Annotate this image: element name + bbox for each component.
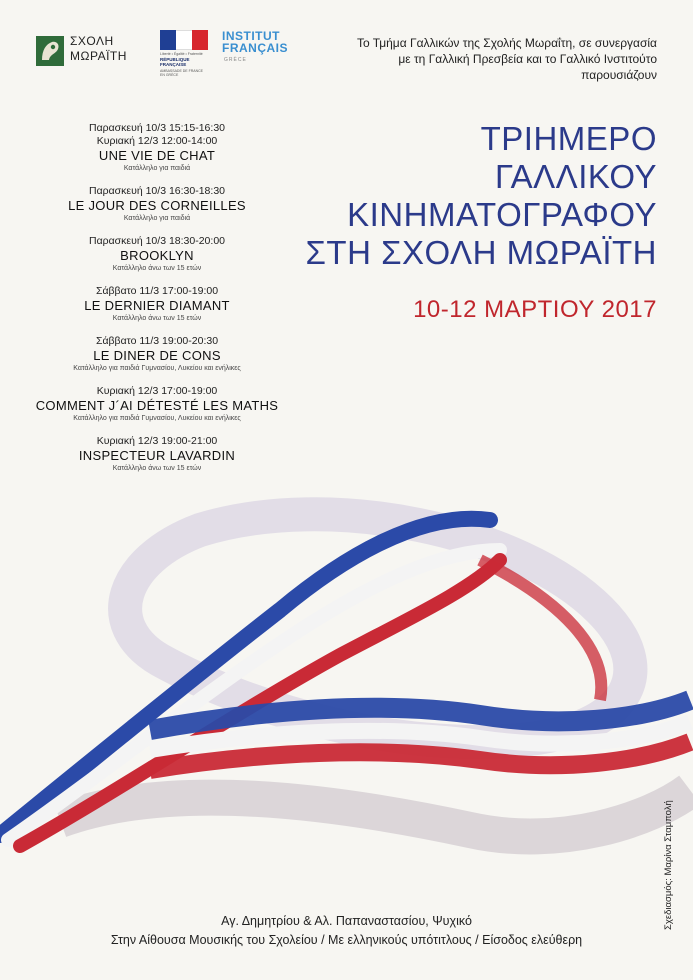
if-line2: FRANÇAIS: [222, 41, 288, 55]
intro-text: [327, 35, 657, 83]
moraitis-school-logo: [36, 32, 156, 72]
film-title: INSPECTEUR LAVARDIN: [78, 448, 236, 463]
film-schedule: [24, 185, 290, 198]
film-item: [24, 285, 290, 323]
film-title: UNE VIE DE CHAT: [98, 148, 216, 163]
film-title: LE DINER DE CONS: [93, 348, 221, 363]
venue-address: Αγ. Δημητρίου & Αλ. Παπαναστασίου, Ψυχικό: [221, 914, 472, 928]
venue-info: [0, 912, 693, 950]
if-line1: INSTITUT: [222, 29, 280, 43]
moraitis-line1: ΣΧΟΛΗ: [70, 34, 114, 48]
intro-line1: Το Τμήμα Γαλλικών της Σχολής Μωραΐτη, σε συνεργασία: [356, 36, 657, 50]
film-title: COMMENT J´AI DÉTESTÉ LES MATHS: [35, 398, 279, 413]
ribbon-shadow: [60, 790, 690, 836]
moraitis-line2: ΜΩΡΑΪΤΗ: [70, 49, 127, 63]
film-schedule: [24, 385, 290, 398]
film-title: LE DERNIER DIAMANT: [84, 298, 230, 313]
film-item: [24, 122, 290, 173]
intro-line3: παρουσιάζουν: [581, 68, 657, 82]
film-schedule: [24, 122, 290, 148]
film-item: [24, 385, 290, 423]
film-rating: Κατάλληλο για παιδιά Γυμνασίου, Λυκείου και ενήλικες: [73, 365, 241, 372]
logo-bar: [36, 30, 296, 80]
film-title: LE JOUR DES CORNEILLES: [68, 198, 246, 213]
institut-francais-logo: [222, 30, 292, 74]
film-rating: Κατάλληλο για παιδιά: [123, 165, 191, 172]
rf-embassy-line1: AMBASSADE DE FRANCE: [160, 69, 203, 73]
film-schedule: [24, 335, 290, 348]
film-time: Παρασκευή 10/3 16:30-18:30: [88, 185, 225, 197]
film-time: Κυριακή 12/3 12:00-14:00: [96, 135, 218, 147]
film-time: Σάββατο 11/3 19:00-20:30: [95, 335, 219, 347]
republique-francaise-logo: [160, 30, 216, 80]
film-schedule: [24, 285, 290, 298]
rf-embassy: [160, 69, 216, 77]
moraitis-emblem-icon: [36, 36, 64, 66]
film-item: [24, 235, 290, 273]
designer-credit: Σχεδιασμός: Μαρίνα Σταμπολή: [663, 800, 674, 930]
film-item: [24, 435, 290, 473]
film-schedule: [24, 435, 290, 448]
if-sub: GRÈCE: [224, 57, 247, 63]
film-item: [24, 335, 290, 373]
tricolor-ribbon-illustration: [0, 490, 693, 870]
venue-details: Στην Αίθουσα Μουσικής του Σχολείου / Με ελληνικούς υπότιτλους / Είσοδος ελεύθερη: [110, 933, 583, 947]
film-rating: Κατάλληλο για παιδιά: [123, 215, 191, 222]
film-time: Κυριακή 12/3 17:00-19:00: [96, 385, 218, 397]
film-time: Σάββατο 11/3 17:00-19:00: [95, 285, 219, 297]
title-line3: ΚΙΝΗΜΑΤΟΓΡΑΦΟΥ: [347, 196, 657, 233]
title-line4: ΣΤΗ ΣΧΟΛΗ ΜΩΡΑΪΤΗ: [305, 234, 657, 271]
film-schedule: [24, 235, 290, 248]
rf-embassy-line2: EN GRÈCE: [160, 73, 179, 77]
film-program: [24, 122, 290, 485]
french-flag-icon: [160, 30, 208, 50]
film-time: Παρασκευή 10/3 18:30-20:00: [88, 235, 225, 247]
film-rating: Κατάλληλο άνω των 15 ετών: [112, 265, 202, 272]
intro-line2: με τη Γαλλική Πρεσβεία και το Γαλλικό Ινστιτούτο: [398, 52, 657, 66]
film-rating: Κατάλληλο άνω των 15 ετών: [112, 465, 202, 472]
rf-motto: Liberté • Égalité • Fraternité: [160, 52, 203, 56]
film-rating: Κατάλληλο άνω των 15 ετών: [112, 315, 202, 322]
event-dates: 10-12 ΜΑΡΤΙΟΥ 2017: [413, 296, 657, 323]
film-time: Κυριακή 12/3 19:00-21:00: [96, 435, 218, 447]
film-rating: Κατάλληλο για παιδιά Γυμνασίου, Λυκείου και ενήλικες: [73, 415, 241, 422]
film-time: Παρασκευή 10/3 15:15-16:30: [88, 122, 225, 134]
event-title: [237, 120, 657, 272]
film-item: [24, 185, 290, 223]
title-line1: ΤΡΙΗΜΕΡΟ: [480, 120, 657, 157]
film-title: BROOKLYN: [120, 248, 194, 263]
rf-name: RÉPUBLIQUE FRANÇAISE: [160, 57, 190, 67]
moraitis-name: [70, 34, 127, 64]
title-line2: ΓΑΛΛΙΚΟΥ: [494, 158, 657, 195]
